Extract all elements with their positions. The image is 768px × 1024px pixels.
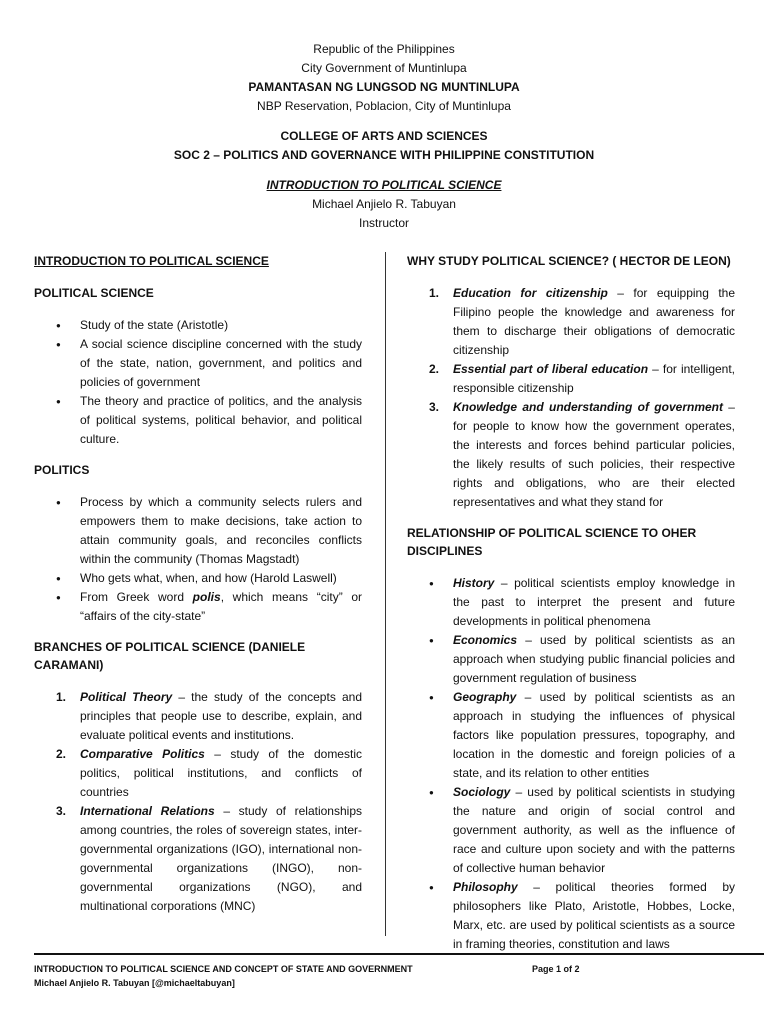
list-item: ● Process by which a community selects rulers and empowers them to make decisions, take action to attain community goals, and reconciles conflicts within the community (Thomas Magstadt) — [34, 493, 362, 569]
item-number: 3. — [56, 804, 67, 818]
relationship-heading: RELATIONSHIP OF POLITICAL SCIENCE TO OHER DISCIPLINES — [407, 526, 697, 558]
college-name: COLLEGE OF ARTS AND SCIENCES — [280, 129, 488, 143]
politics-list — [34, 493, 362, 626]
branch-term: International Relations — [80, 804, 215, 818]
item-number: 2. — [56, 747, 67, 761]
instructor-role: Instructor — [358, 216, 409, 230]
why-term: Education for citizenship — [453, 286, 608, 300]
why-term: Essential part of liberal education — [453, 362, 649, 376]
branches-list — [34, 688, 362, 916]
left-column — [34, 252, 362, 928]
list-item: ● Study of the state (Aristotle) — [34, 316, 362, 335]
list-item — [407, 688, 735, 783]
list-item: ● A social science discipline concerned with the study of the state, nation, government, and politics and policies of government — [34, 335, 362, 392]
republic-line: Republic of the Philippines — [313, 42, 455, 56]
branch-term: Comparative Politics — [80, 747, 205, 761]
university-name: PAMANTASAN NG LUNGSOD NG MUNTINLUPA — [248, 80, 520, 94]
list-item — [407, 574, 735, 631]
main-section-title: INTRODUCTION TO POLITICAL SCIENCE — [34, 254, 269, 268]
discipline-term: Economics — [453, 633, 518, 647]
branch-text: – study of relationships among countries, the roles of sovereign states, inter-governmental organizations (IGO), international non-governmental organizations (INGO), non-governmental organizations (NGO), and multinational corporations (MNC) — [80, 804, 362, 913]
discipline-term: Geography — [453, 690, 517, 704]
course-title: SOC 2 – POLITICS AND GOVERNANCE WITH PHILIPPINE CONSTITUTION — [173, 148, 595, 162]
city-government-line: City Government of Muntinlupa — [301, 61, 467, 75]
politics-heading: POLITICS — [34, 463, 90, 477]
list-item — [34, 802, 362, 916]
footer-author: Michael Anjielo R. Tabuyan [@michaeltabuyan] — [34, 978, 235, 988]
list-item — [34, 745, 362, 802]
item-number: 1. — [429, 286, 440, 300]
branch-term: Political Theory — [80, 690, 173, 704]
branch-text: – the study of the concepts and principles that people use to describe, explain, and evaluate political events and institutions. — [80, 690, 362, 742]
why-text: – for intelligent, responsible citizenship — [453, 362, 736, 395]
discipline-text: – used by political scientists in studying the nature and origin of social control and government authority, as well as the influence of race and culture upon society and with the patterns of collective human behavior — [453, 785, 735, 875]
list-item — [407, 398, 735, 512]
greek-post: , which means “city” or “affairs of the city-state” — [80, 590, 363, 623]
greek-term: polis — [192, 590, 221, 604]
list-item — [407, 284, 735, 360]
greek-pre: From Greek word — [80, 590, 193, 604]
topic-title: INTRODUCTION TO POLITICAL SCIENCE — [266, 178, 502, 192]
list-item — [407, 631, 735, 688]
discipline-text: – political theories formed by philosophers like Plato, Aristotle, Hobbes, Locke, Marx, etc. are used by political scientists as a source in framing theories, constitution and laws — [453, 880, 735, 951]
item-number: 2. — [429, 362, 440, 376]
list-item — [34, 588, 362, 626]
right-column — [407, 252, 735, 966]
list-item — [407, 783, 735, 878]
branches-heading: BRANCHES OF POLITICAL SCIENCE (DANIELE CARAMANI) — [34, 640, 306, 672]
column-divider — [385, 252, 386, 936]
why-term: Knowledge and understanding of government — [453, 400, 723, 414]
discipline-text: – political scientists employ knowledge in the past to interpret the present and future developments in political phenomena — [453, 576, 735, 628]
discipline-text: – used by political scientists as an approach when studying public financial policies and government regulation of business — [453, 633, 735, 685]
list-item: ● The theory and practice of politics, and the analysis of political systems, political behavior, and political culture. — [34, 392, 362, 449]
footer-rule — [34, 953, 764, 955]
why-study-heading: WHY STUDY POLITICAL SCIENCE? ( HECTOR DE LEON) — [407, 254, 731, 268]
list-item — [407, 360, 735, 398]
why-text: – for people to know how the government operates, the interests and forces behind particular policies, the likely results of such policies, their respective rights and obligations, who are their elected representatives and what they stand for — [453, 400, 735, 509]
political-science-heading: POLITICAL SCIENCE — [34, 286, 154, 300]
university-address: NBP Reservation, Poblacion, City of Muntinlupa — [257, 99, 511, 113]
item-number: 3. — [429, 400, 440, 414]
relationship-list — [407, 574, 735, 954]
footer-title: INTRODUCTION TO POLITICAL SCIENCE AND CONCEPT OF STATE AND GOVERNMENT — [34, 964, 413, 974]
discipline-text: – used by political scientists as an approach in studying the influences of physical factors like population pressures, topography, and location in the domestic and foreign policies of a state, and its relation to other entities — [453, 690, 735, 780]
item-number: 1. — [56, 690, 67, 704]
political-science-list — [34, 316, 362, 449]
why-study-list — [407, 284, 735, 512]
discipline-term: Sociology — [453, 785, 511, 799]
list-item — [34, 688, 362, 745]
page-number: Page 1 of 2 — [532, 964, 580, 974]
discipline-term: Philosophy — [453, 880, 518, 894]
document-header — [0, 40, 768, 233]
why-text: – for equipping the Filipino people the knowledge and awareness for them to discharge their obligations of democratic citizenship — [453, 286, 735, 357]
discipline-term: History — [453, 576, 495, 590]
list-item — [407, 878, 735, 954]
branch-text: – study of the domestic politics, political institutions, and conflicts of countries — [80, 747, 362, 799]
list-item: ● Who gets what, when, and how (Harold Laswell) — [34, 569, 362, 588]
instructor-name: Michael Anjielo R. Tabuyan — [312, 197, 456, 211]
